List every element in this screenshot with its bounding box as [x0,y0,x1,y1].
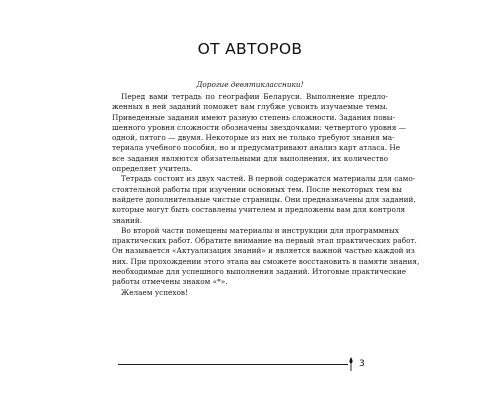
text-line: Тетрадь состоит из двух частей. В первой содержатся материалы для само- [121,174,416,184]
text-line: все задания являются обязательными для выполнения, их количество [112,153,388,163]
salutation: Дорогие девятиклассники! [196,80,304,89]
text-line: шенного уровня сложности обозначены звездочками: четвертого уровня — [112,122,407,132]
footer-rule [118,364,348,365]
text-line: Во второй части помещены материалы и инструкции для программных [121,225,399,235]
text-line: Перед вами тетрадь по географии Беларуси. Выполнение предло- [121,92,388,101]
text-line: женных в ней заданий поможет вам глубже усвоить изучаемые темы. [112,102,388,112]
text-line: знаний. [112,215,143,225]
text-line: определяет учитель. [112,164,193,174]
text-line: необходимые для успешного выполнения заданий. Итоговые практические [112,267,407,277]
page-title: ОТ АВТОРОВ [197,40,303,58]
page-ornament-icon [347,356,355,372]
text-line: Приведенные задания имеют разную степень сложности. Задания повы- [112,112,396,122]
text-line: одной, пятого — двумя. Некоторые из них не только требуют знания ма- [112,133,395,143]
text-line: практических работ. Обратите внимание на первый этап практических работ. [112,236,417,246]
body-text [112,92,420,298]
text-line: териала учебного пособия, но и предусматривают анализ карт атласа. Не [112,143,401,153]
text-line: них. При прохождении этого этапа вы сможете восстановить в памяти знания, [112,256,420,266]
text-line: стоятельной работы при изучении основных тем. После некоторых тем вы [112,184,402,194]
text-line: работы отмечены знаком «*». [112,277,228,287]
text-line: Он называется «Актуализация знаний» и является важной частью каждой из [112,246,415,256]
text-line: Желаем успехов! [121,287,188,297]
page-number: 3 [359,359,365,369]
text-line: найдете дополнительные чистые страницы. Они предназначены для заданий, [112,194,416,204]
text-line: которые могут быть составлены учителем и предложены вам для контроля [112,205,406,215]
